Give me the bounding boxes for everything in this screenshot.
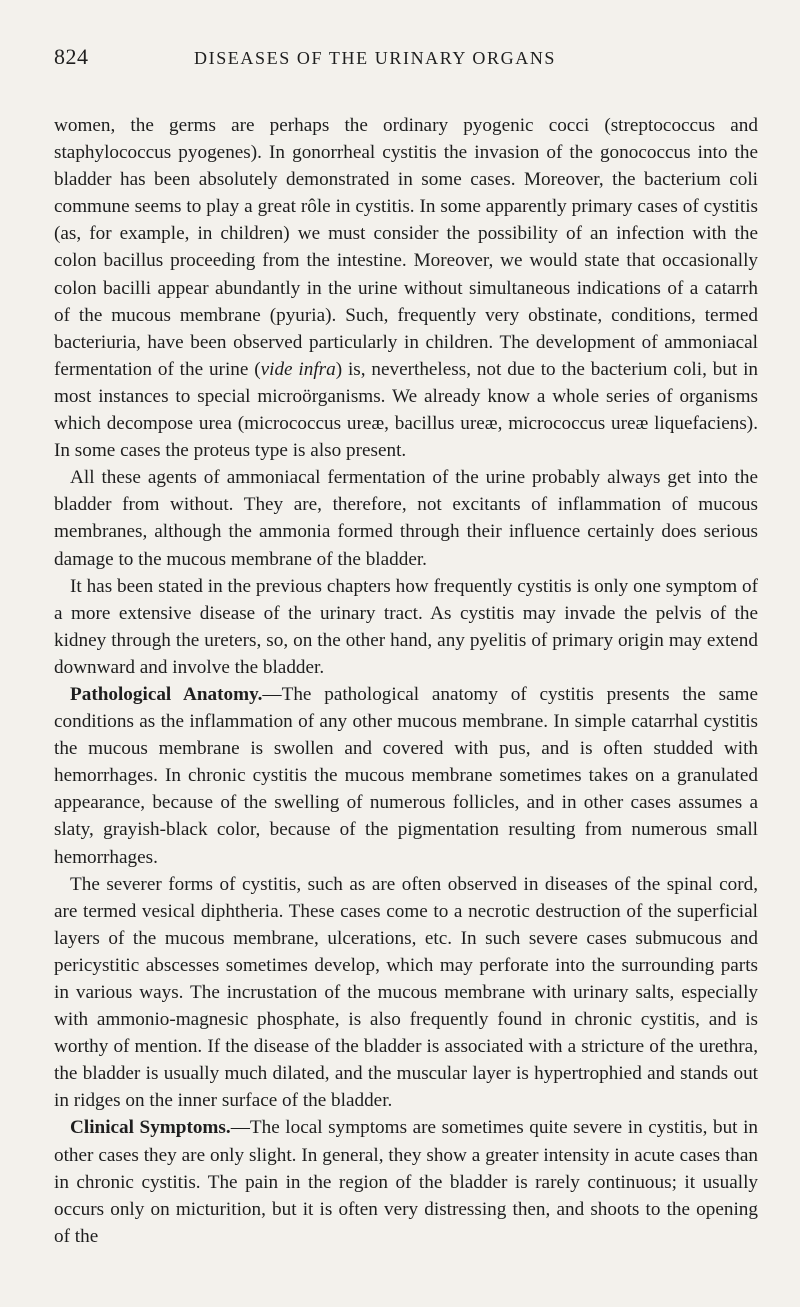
- paragraph-pathological-anatomy: [54, 681, 758, 871]
- paragraph-text: The severer forms of cystitis, such as are often observed in diseases of the spinal cord, are termed vesical diphtheria. These cases come to a necrotic destruction of the superficial layers of the mucous membrane, ulcerations, etc. In such severe cases submucous and pericystitic abscesses sometimes develop, which may perforate into the surrounding parts in various ways. The incrustation of the mucous membrane with urinary salts, especially with ammonio-magnesic phosphate, is also frequently found in chronic cystitis, and is worthy of mention. If the disease of the bladder is associated with a stricture of the urethra, the bladder is usually much dilated, and the muscular layer is hypertrophied and stands out in ridges on the inner surface of the bladder.: [54, 873, 758, 1112]
- page-number: 824: [54, 44, 89, 69]
- section-heading: Pathological Anatomy.: [70, 683, 263, 705]
- body-text: [54, 112, 758, 1250]
- paragraph-text: —The pathological anatomy of cystitis presents the same conditions as the inflammation of any other mucous membrane. In simple catarrhal cystitis the mucous membrane is swollen and covered with pus, and is often studded with hemorrhages. In chronic cystitis the mucous membrane sometimes takes on a granulated appearance, because of the swelling of numerous follicles, and in other cases assumes a slaty, grayish-black color, because of the pigmentation resulting from numerous small hemorrhages.: [54, 683, 758, 868]
- running-head: DISEASES OF THE URINARY ORGANS: [194, 48, 557, 68]
- paragraph-5: [54, 871, 758, 1115]
- paragraph-3: [54, 573, 758, 681]
- paragraph-text: All these agents of ammoniacal fermentation of the urine probably always get into the bladder from without. They are, therefore, not excitants of inflammation of mucous membranes, although the ammonia formed through their influence certainly does serious damage to the mucous membrane of the bladder.: [54, 467, 758, 570]
- paragraph-text: ) is, nevertheless, not due to the bacterium coli, but in most instances to special microörganisms. We already know a whole series of organisms which decompose urea (micrococcus ureæ, bacillus ureæ, micrococcus ureæ liquefaciens). In some cases the proteus type is also present.: [54, 358, 758, 462]
- page-header: [54, 44, 758, 74]
- paragraph-text: —The local symptoms are sometimes quite severe in cystitis, but in other cases they are only slight. In general, they show a greater intensity in acute cases than in chronic cystitis. The pain in the region of the bladder is rarely continuous; it usually occurs only on micturition, but it is often very distressing then, and shoots to the opening of the: [54, 1117, 758, 1247]
- paragraph-2: [54, 464, 758, 572]
- paragraph-clinical-symptoms: [54, 1114, 758, 1249]
- paragraph-1: [54, 112, 758, 464]
- paragraph-text: women, the germs are perhaps the ordinary pyogenic cocci (streptococcus and staphylococcus pyogenes). In gonorrheal cystitis the invasion of the gonococcus into the bladder has been absolutely demonstrated in some cases. Moreover, the bacterium coli commune seems to play a great rôle in cystitis. In some apparently primary cases of cystitis (as, for example, in children) we must consider the possibility of an infection with the colon bacillus proceeding from the intestine. Moreover, we would state that occasionally colon bacilli appear abundantly in the urine without simultaneous indications of a catarrh of the mucous membrane (pyuria). Such, frequently very obstinate, conditions, termed bacteriuria, have been observed particularly in children. The development of ammoniacal fermentation of the urine (: [54, 115, 758, 380]
- section-heading: Clinical Symptoms.: [70, 1117, 231, 1139]
- paragraph-text: It has been stated in the previous chapters how frequently cystitis is only one symptom of a more extensive disease of the urinary tract. As cystitis may invade the pelvis of the kidney through the ureters, so, on the other hand, any pyelitis of primary origin may extend downward and involve the bladder.: [54, 575, 758, 678]
- italic-phrase: vide infra: [260, 358, 336, 380]
- book-page: [54, 44, 758, 1250]
